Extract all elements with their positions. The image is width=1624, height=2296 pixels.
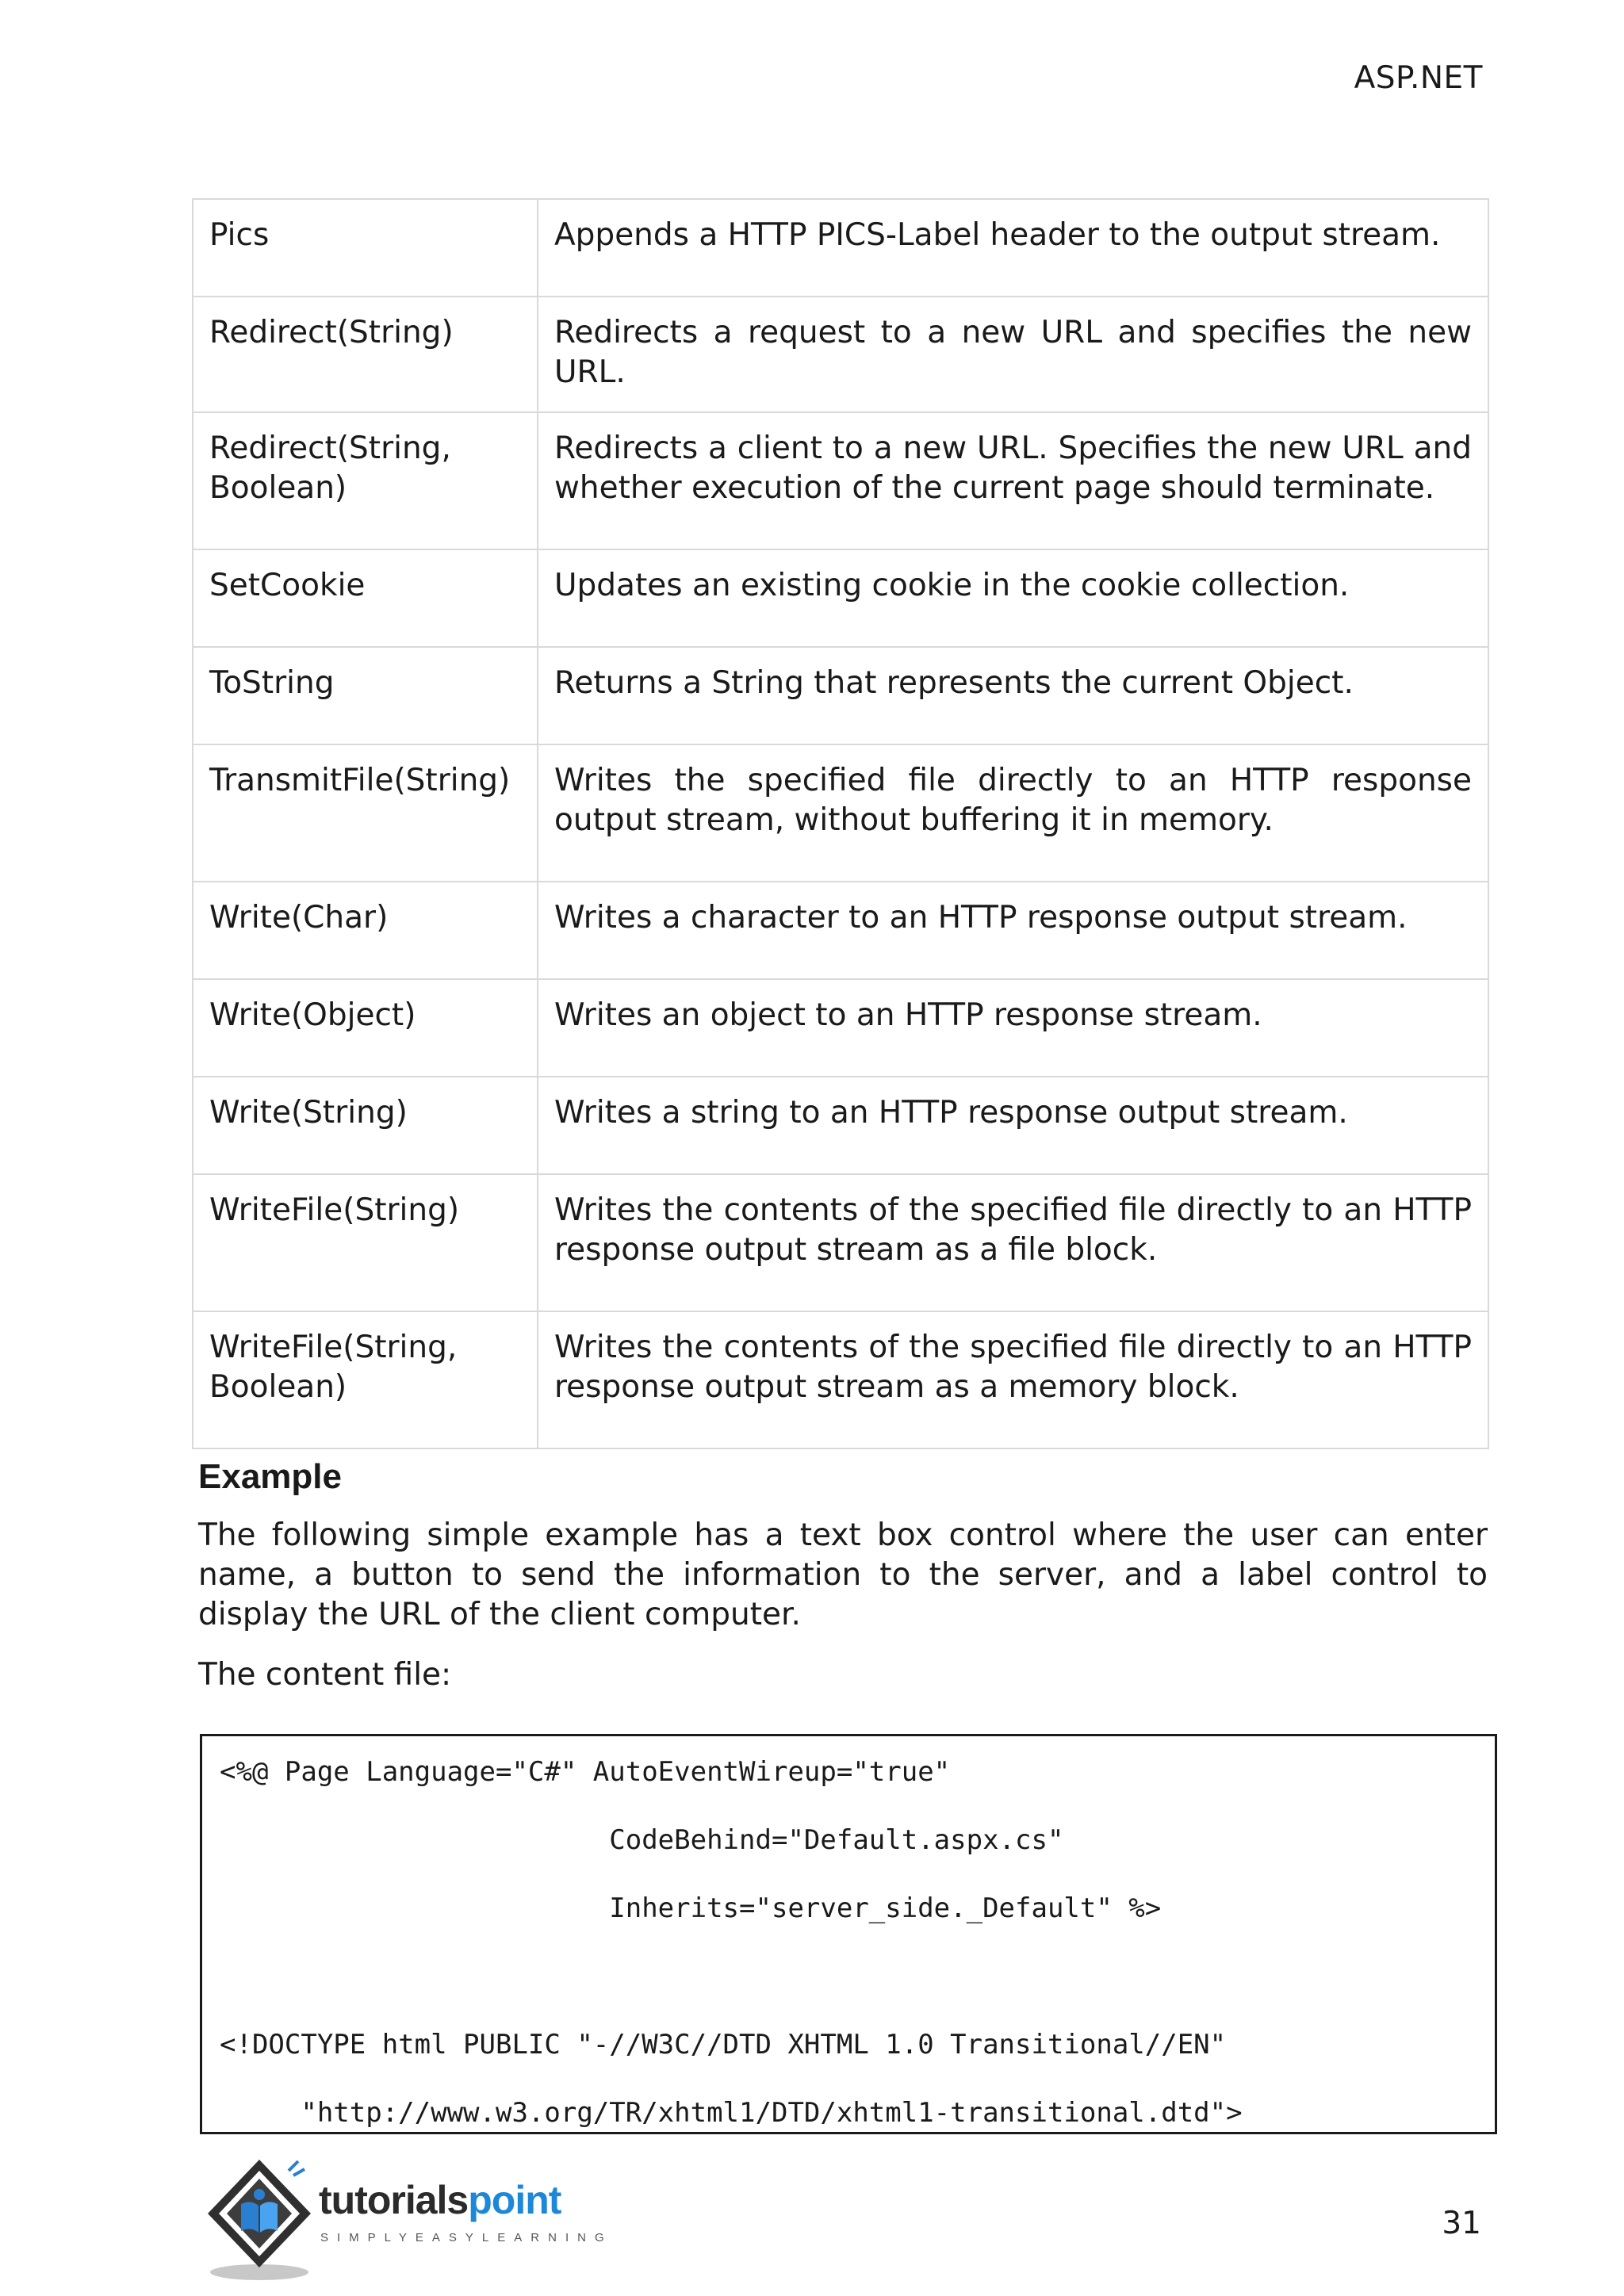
- logo-text-blue: point: [468, 2178, 561, 2222]
- running-header: ASP.NET: [1354, 60, 1483, 96]
- logo-tagline: SIMPLYEASYLEARNING: [320, 2231, 613, 2244]
- table-row: [193, 199, 1488, 297]
- example-intro-paragraph: The following simple example has a text box control where the user can enter name, a button to send the information to the server, and a label control to display the URL of the client computer.: [198, 1517, 1488, 1632]
- method-description: Writes a string to an HTTP response output stream.: [538, 1077, 1488, 1174]
- method-description: Writes the contents of the specified file directly to an HTTP response output stream as a file block.: [538, 1174, 1488, 1311]
- code-line: Inherits="server_side._Default" %>: [220, 1892, 1162, 1924]
- example-heading: Example: [198, 1457, 342, 1496]
- tutorialspoint-book-diamond-icon: [200, 2155, 319, 2282]
- table-row: [193, 549, 1488, 647]
- code-line: [220, 1957, 1477, 2025]
- method-name: Pics: [193, 199, 538, 297]
- method-description: Writes the specified file directly to an HTTP response output stream, without buffering it in memory.: [538, 744, 1488, 882]
- method-description: Writes a character to an HTTP response output stream.: [538, 882, 1488, 979]
- code-line: <%@ Page Language="C#" AutoEventWireup="true": [220, 1756, 951, 1788]
- method-description: Returns a String that represents the current Object.: [538, 647, 1488, 744]
- method-description: Redirects a request to a new URL and specifies the new URL.: [538, 297, 1488, 412]
- code-line: <!DOCTYPE html PUBLIC "-//W3C//DTD XHTML 1.0 Transitional//EN": [220, 2029, 1227, 2061]
- tutorialspoint-logo: [200, 2155, 612, 2282]
- page-number: 31: [1442, 2206, 1481, 2241]
- table-row: [193, 744, 1488, 882]
- method-description: Updates an existing cookie in the cookie collection.: [538, 549, 1488, 647]
- method-name: TransmitFile(String): [193, 744, 538, 882]
- code-line: "http://www.w3.org/TR/xhtml1/DTD/xhtml1-transitional.dtd">: [220, 2097, 1243, 2129]
- method-name: Redirect(String): [193, 297, 538, 412]
- method-name: Write(Char): [193, 882, 538, 979]
- table-row: [193, 412, 1488, 549]
- method-name: Write(Object): [193, 979, 538, 1077]
- logo-wordmark: [319, 2177, 561, 2223]
- method-name: WriteFile(String, Boolean): [193, 1311, 538, 1448]
- table-row: [193, 882, 1488, 979]
- method-name: ToString: [193, 647, 538, 744]
- method-name: WriteFile(String): [193, 1174, 538, 1311]
- content-file-label: The content file:: [198, 1657, 452, 1693]
- table-row: [193, 297, 1488, 412]
- method-name: Write(String): [193, 1077, 538, 1174]
- method-name: Redirect(String, Boolean): [193, 412, 538, 549]
- table-row: [193, 1174, 1488, 1311]
- methods-table: [192, 198, 1489, 1449]
- method-name: SetCookie: [193, 549, 538, 647]
- method-description: Appends a HTTP PICS-Label header to the output stream.: [538, 199, 1488, 297]
- table-row: [193, 647, 1488, 744]
- table-row: [193, 979, 1488, 1077]
- code-line: CodeBehind="Default.aspx.cs": [220, 1824, 1064, 1856]
- method-description: Writes the contents of the specified file directly to an HTTP response output stream as a memory block.: [538, 1311, 1488, 1448]
- logo-text-dark: tutorials: [319, 2178, 469, 2222]
- method-description: Writes an object to an HTTP response stream.: [538, 979, 1488, 1077]
- method-description: Redirects a client to a new URL. Specifies the new URL and whether execution of the current page should terminate.: [538, 412, 1488, 549]
- table-row: [193, 1077, 1488, 1174]
- code-block: [200, 1734, 1497, 2134]
- table-row: [193, 1311, 1488, 1448]
